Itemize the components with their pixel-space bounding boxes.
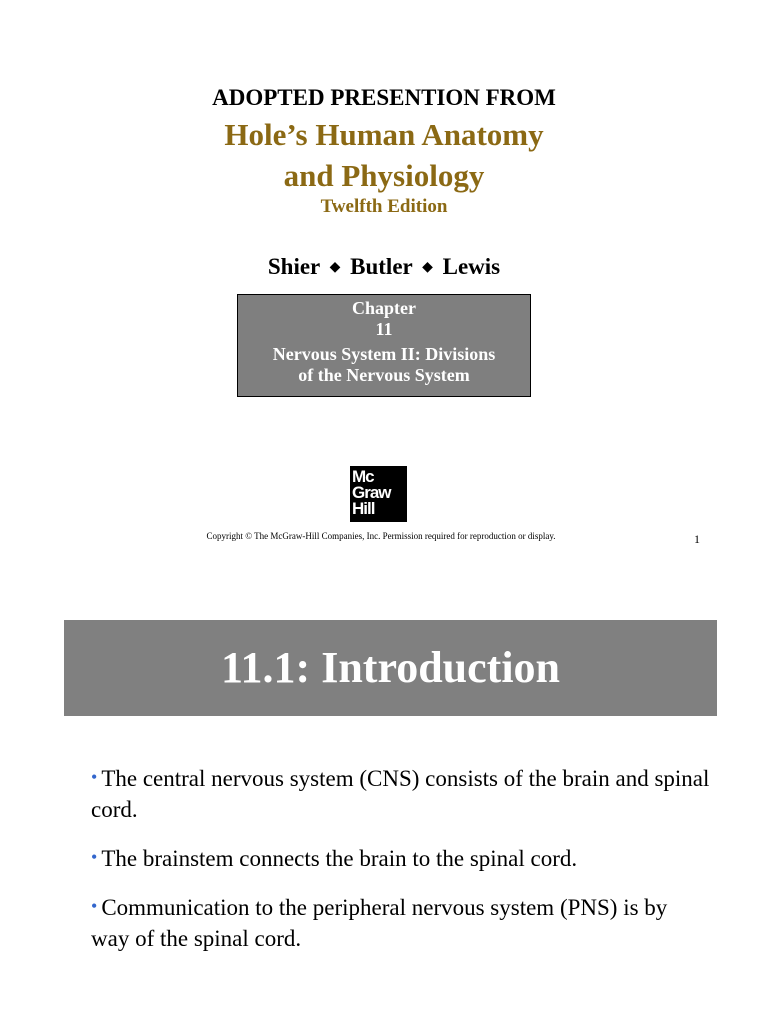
bullet-icon: • — [91, 767, 98, 787]
book-title-line-1: Hole’s Human Anatomy — [224, 117, 544, 152]
diamond-separator-icon: ◆ — [329, 260, 341, 275]
list-item — [91, 762, 711, 825]
bullet-text: Communication to the peripheral nervous system (PNS) is by way of the spinal cord. — [91, 895, 668, 951]
chapter-box — [237, 294, 531, 397]
chapter-title-line-2: of the Nervous System — [298, 365, 470, 385]
copyright-notice: Copyright © The McGraw-Hill Companies, Inc. Permission required for reproduction or display. — [206, 531, 556, 541]
logo-line-1: Mc — [352, 467, 374, 486]
list-item — [91, 842, 711, 874]
author-lewis: Lewis — [442, 254, 501, 279]
bullet-list — [91, 762, 711, 971]
title-banner — [64, 620, 717, 716]
author-shier: Shier — [267, 254, 320, 279]
bullet-text: The central nervous system (CNS) consists of the brain and spinal cord. — [91, 766, 710, 822]
chapter-title-line-1: Nervous System II: Divisions — [272, 344, 496, 364]
book-title-line-2: and Physiology — [283, 158, 485, 193]
chapter-number: 11 — [375, 319, 393, 339]
mcgraw-hill-logo — [350, 466, 407, 522]
list-item — [91, 891, 711, 954]
bullet-icon: • — [91, 847, 98, 867]
bullet-text: The brainstem connects the brain to the spinal cord. — [101, 846, 578, 871]
page-number: 1 — [694, 532, 700, 546]
chapter-label: Chapter — [352, 298, 416, 318]
edition-label: Twelfth Edition — [320, 196, 448, 217]
logo-line-3: Hill — [352, 499, 375, 518]
introduction-slide — [0, 580, 768, 1024]
adopted-heading: ADOPTED PRESENTION FROM — [212, 85, 556, 110]
logo-line-2: Graw — [352, 483, 391, 502]
bullet-icon: • — [91, 896, 98, 916]
author-butler: Butler — [350, 254, 413, 279]
diamond-separator-icon: ◆ — [422, 260, 433, 275]
slide-title: 11.1: Introduction — [220, 643, 561, 692]
authors-line — [0, 253, 768, 282]
